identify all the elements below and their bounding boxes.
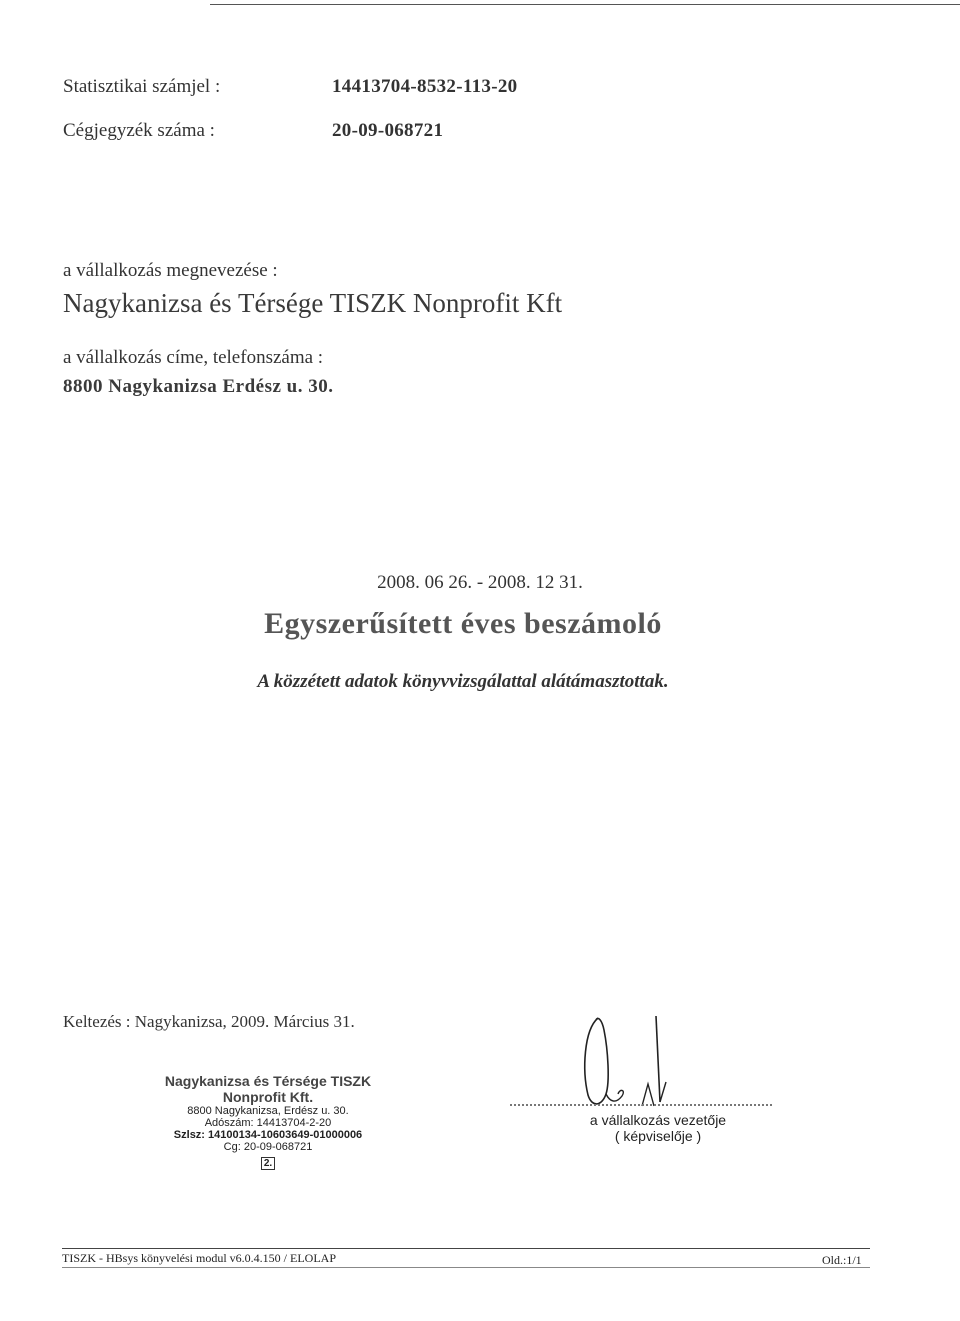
company-address: 8800 Nagykanizsa Erdész u. 30. [63, 376, 334, 397]
signature-line [510, 1104, 772, 1106]
document-title: Egyszerűsített éves beszámoló [264, 607, 662, 640]
stamp-tax-line: Adószám: 14413704-2-20 [204, 1117, 332, 1129]
company-register-label: Cégjegyzék száma : [63, 120, 215, 141]
dating-line: Keltezés : Nagykanizsa, 2009. Március 31. [63, 1012, 355, 1031]
signature-caption-title: a vállalkozás vezetője [589, 1112, 727, 1128]
company-name-label: a vállalkozás megnevezése : [63, 260, 278, 281]
company-register-value: 20-09-068721 [332, 120, 444, 141]
stamp-bank-line: Szlsz: 14100134-10603649-01000006 [173, 1129, 363, 1141]
footer-bottom-line [62, 1267, 870, 1268]
company-address-label: a vállalkozás címe, telefonszáma : [63, 347, 324, 368]
report-period: 2008. 06 26. - 2008. 12 31. [377, 572, 583, 593]
top-border-line [210, 4, 960, 5]
footer-divider [62, 1248, 870, 1249]
signature-caption [548, 1112, 768, 1144]
stamp-company-line: Nagykanizsa és Térsége TISZK [164, 1073, 372, 1089]
stamp-address-line: 8800 Nagykanizsa, Erdész u. 30. [187, 1105, 349, 1117]
stat-number-value: 14413704-8532-113-20 [332, 76, 518, 97]
footer-page-number: Old.:1/1 [822, 1253, 862, 1267]
footer-software-info: TISZK - HBsys könyvelési modul v6.0.4.150 / ELOLAP [62, 1251, 336, 1265]
stat-number-label: Statisztikai számjel : [63, 76, 221, 97]
company-stamp [148, 1073, 388, 1171]
signature-caption-sub: ( képviselője ) [614, 1128, 702, 1144]
document-subtitle: A közzétett adatok könyvvizsgálattal alátámasztottak. [257, 671, 669, 692]
stamp-form-line: Nonprofit Kft. [222, 1089, 314, 1105]
company-name: Nagykanizsa és Térsége TISZK Nonprofit Kft [63, 288, 563, 318]
stamp-registry-line: Cg: 20-09-068721 [223, 1141, 313, 1153]
stamp-number-box: 2. [261, 1157, 275, 1170]
